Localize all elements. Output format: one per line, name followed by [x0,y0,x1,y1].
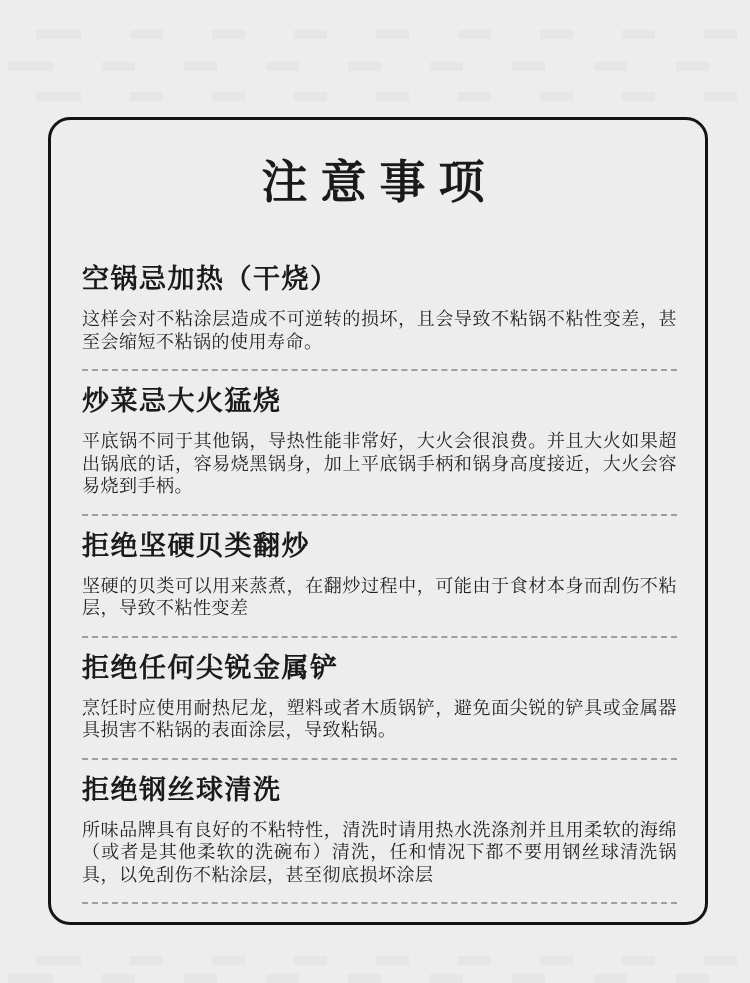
section-heading: 空锅忌加热（干烧） [82,264,339,294]
dashed-divider [82,514,677,516]
watermark-row [0,30,750,39]
section-body: 坚硬的贝类可以用来蒸煮，在翻炒过程中，可能由于食材本身而刮伤不粘层，导致不粘性变差 [82,575,677,618]
dashed-divider [82,758,677,760]
section-heading: 炒菜忌大火猛烧 [82,386,282,416]
section-body: 所味品牌具有良好的不粘特性，清洗时请用热水洗涤剂并且用柔软的海绵（或者是其他柔软的洗碗布）清洗，任和情况下都不要用钢丝球清洗锅具，以免刮伤不粘涂层，甚至彻底损坏涂层 [82,819,677,885]
dashed-divider [82,902,677,904]
dashed-divider [82,636,677,638]
section-body: 这样会对不粘涂层造成不可逆转的损坏，且会导致不粘锅不粘性变差，甚至会缩短不粘锅的使用寿命。 [82,309,677,352]
watermark-row [0,974,750,983]
notice-box [48,117,708,925]
section-heading: 拒绝任何尖锐金属铲 [82,652,339,683]
section-steel-wool [82,775,677,905]
section-body: 烹饪时应使用耐热尼龙，塑料或者木质锅铲，避免面尖锐的铲具或金属器具损害不粘锅的表面涂层，导致粘锅。 [82,697,677,740]
page-title: 注意事项 [261,156,498,208]
section-heading: 拒绝坚硬贝类翻炒 [82,530,310,561]
section-hard-shellfish [82,531,677,638]
section-high-flame [82,386,677,516]
section-metal-spatula [82,653,677,760]
section-dry-heating [82,264,677,371]
section-heading: 拒绝钢丝球清洗 [82,774,282,805]
section-body: 平底锅不同于其他锅，导热性能非常好，大火会很浪费。并且大火如果超出锅底的话，容易烧黑锅身，加上平底锅手柄和锅身高度接近，大火会容易烧到手柄。 [82,431,677,496]
watermark-row [0,956,750,965]
dashed-divider [82,369,677,371]
watermark-row [0,92,750,101]
watermark-row [0,62,750,71]
